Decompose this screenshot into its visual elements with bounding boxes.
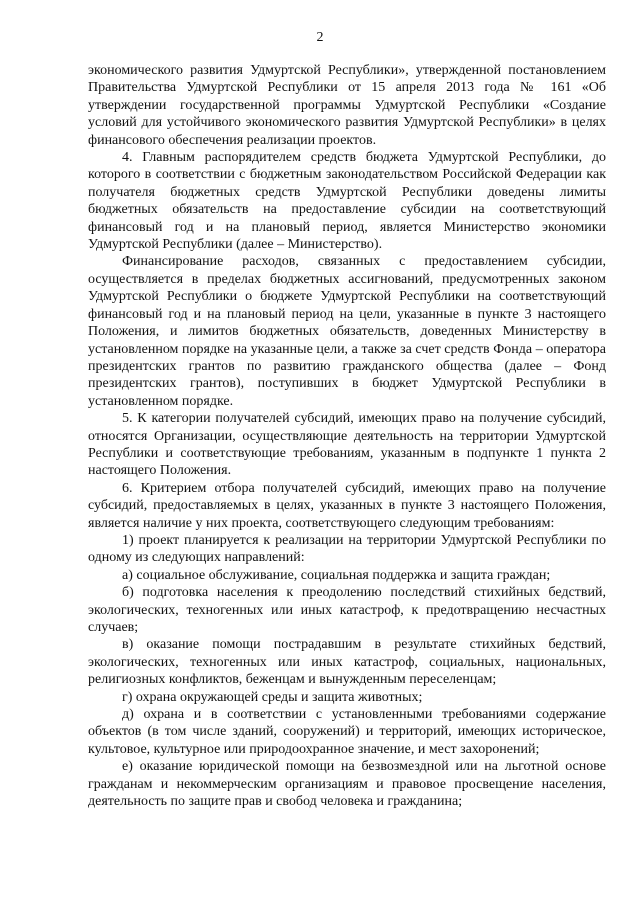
document-body xyxy=(88,62,606,810)
page-number: 2 xyxy=(316,30,324,45)
paragraph-financing: Финансирование расходов, связанных с предоставлением субсидии, осуществляется в пределах бюджетных ассигнований, предусмотренных законом Удмуртской Республики о бюджете Удмуртской Республики на соответствующий финансовый год и на плановый период на цели, указанные в пункте 3 настоящего Положения, и лимитов бюджетных обязательств, доведенных Министерству в установленном порядке на указанные цели, а также за счет средств Фонда – оператора президентских грантов по развитию гражданского общества (далее – Фонд президентских грантов), поступивших в бюджет Удмуртской Республики в установленном порядке. xyxy=(88,254,606,409)
paragraph-subitem-v: в) оказание помощи пострадавшим в результате стихийных бедствий, экологических, техногенных или иных катастроф, социальных, национальных, религиозных конфликтов, беженцам и вынужденным переселенцам; xyxy=(88,637,606,688)
paragraph-subitem-1: 1) проект планируется к реализации на территории Удмуртской Республики по одному из следующих направлений: xyxy=(88,532,606,566)
paragraph-continuation: экономического развития Удмуртской Республики», утвержденной постановлением Правительства Удмуртской Республики от 15 апреля 2013 года № 161 «Об утверждении государственной программы Удмуртской Республики «Создание условий для устойчивого экономического развития Удмуртской Республики» в целях финансового обеспечения реализации проектов. xyxy=(88,63,606,148)
paragraph-subitem-a: а) социальное обслуживание, социальная поддержка и защита граждан; xyxy=(122,567,551,583)
paragraph-item-4: 4. Главным распорядителем средств бюджета Удмуртской Республики, до которого в соответствии с бюджетным законодательством Российской Федерации как получателя бюджетных средств Удмуртской Республики доведены лимиты бюджетных обязательств на предоставление субсидии на соответствующий финансовый год и на плановый период, является Министерство экономики Удмуртской Республики (далее – Министерство). xyxy=(88,150,606,253)
paragraph-subitem-g: г) охрана окружающей среды и защита животных; xyxy=(122,689,423,705)
paragraph-item-6: 6. Критерием отбора получателей субсидий, имеющих право на получение субсидий, предоставляемых в целях, указанных в пункте 3 настоящего Положения, является наличие у них проекта, соответствующего следующим требованиям: xyxy=(88,480,606,531)
paragraph-item-5: 5. К категории получателей субсидий, имеющих право на получение субсидий, относятся Организации, осуществляющие деятельность на территории Удмуртской Республики и соответствующие требованиям, указанным в подпункте 1 пункта 2 настоящего Положения. xyxy=(88,411,606,479)
paragraph-subitem-d: д) охрана и в соответствии с установленными требованиями содержание объектов (в том числе зданий, сооружений) и территорий, имеющих историческое, культовое, культурное или природоохранное значение, и мест захоронений; xyxy=(88,707,606,757)
paragraph-subitem-e: е) оказание юридической помощи на безвозмездной или на льготной основе гражданам и некоммерческим организациям и правовое просвещение населения, деятельность по защите прав и свобод человека и гражданина; xyxy=(88,759,606,810)
paragraph-subitem-b: б) подготовка населения к преодолению последствий стихийных бедствий, экологических, техногенных или иных катастроф, к предотвращению несчастных случаев; xyxy=(88,585,606,635)
